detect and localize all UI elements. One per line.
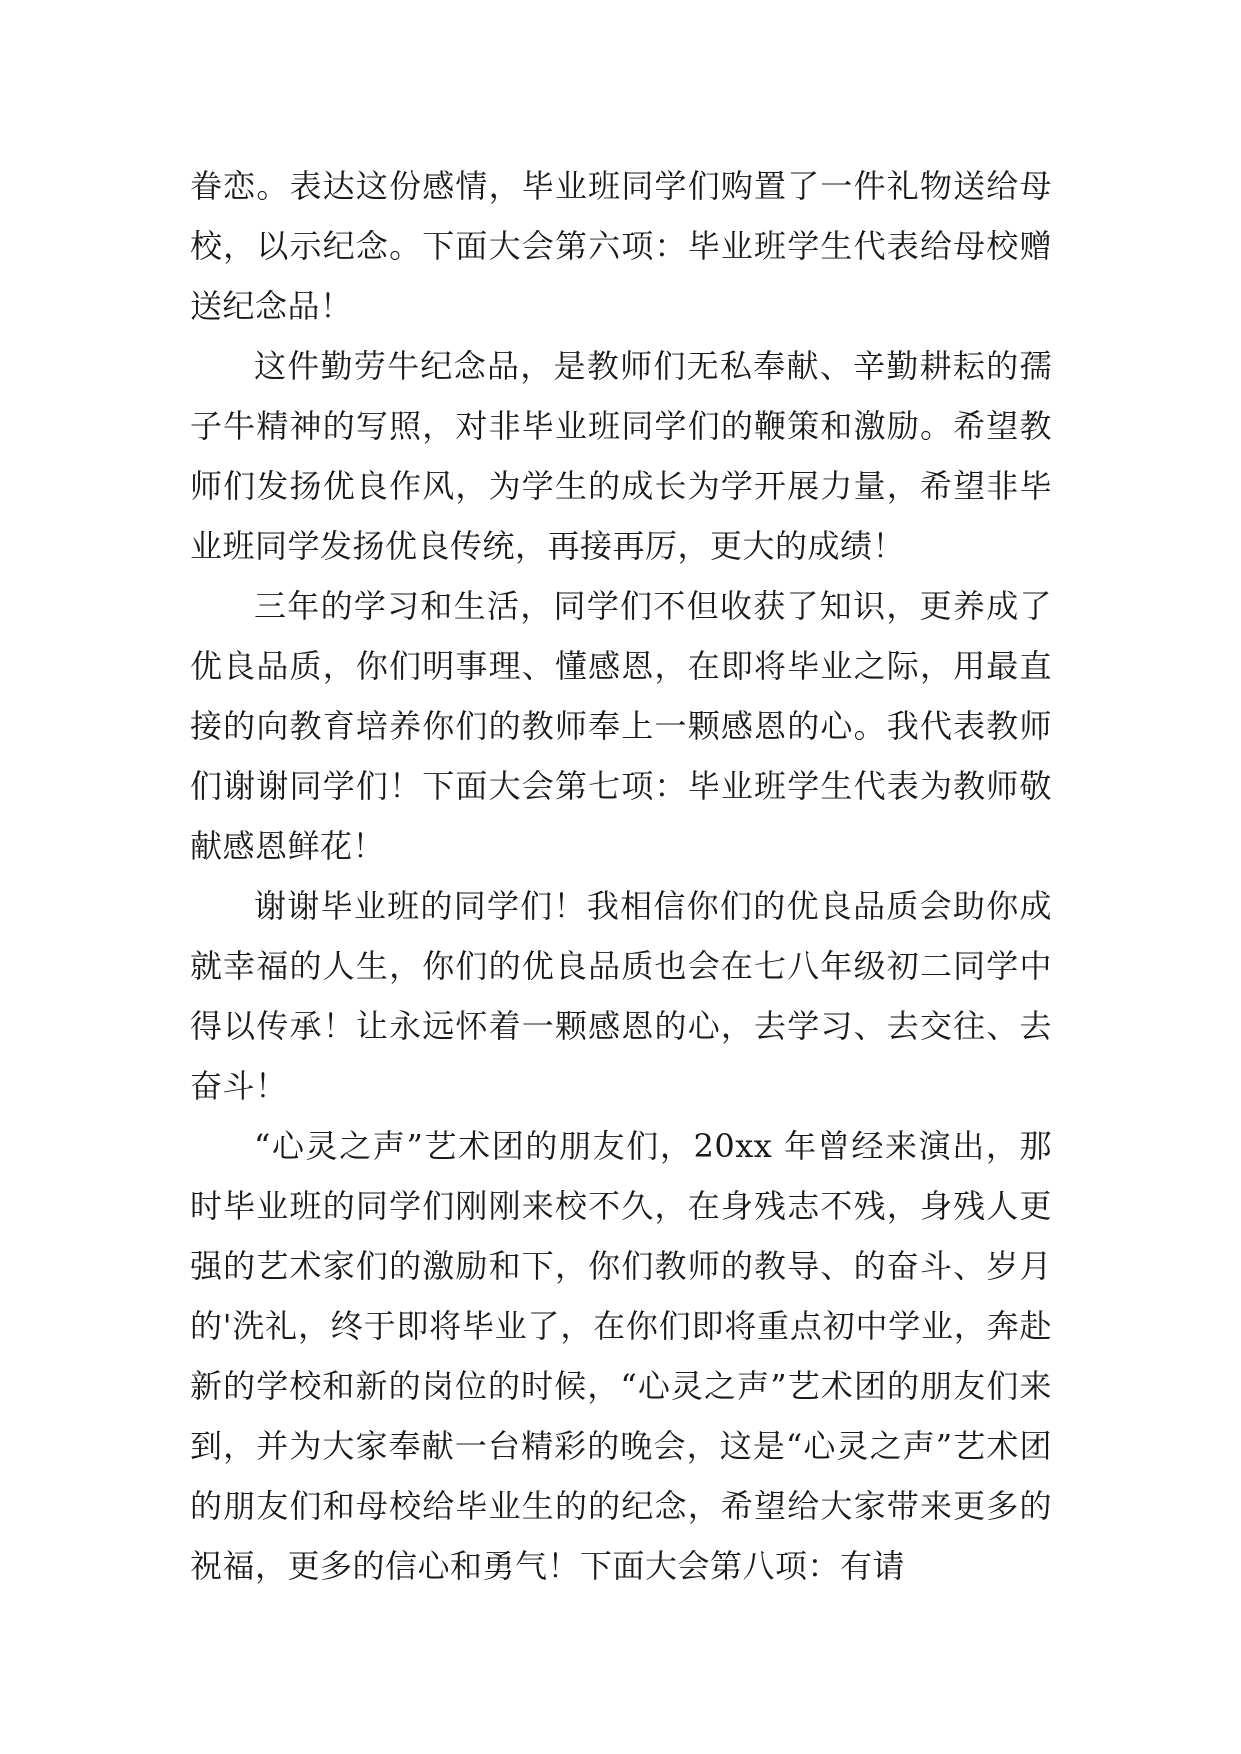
paragraph-4: 谢谢毕业班的同学们！我相信你们的优良品质会助你成就幸福的人生，你们的优良品质也会在七八年级初二同学中得以传承！让永远怀着一颗感恩的心，去学习、去交往、去奋斗！ <box>190 887 1052 1105</box>
paragraph-2: 这件勤劳牛纪念品，是教师们无私奉献、辛勤耕耘的孺子牛精神的写照，对非毕业班同学们的鞭策和激励。希望教师们发扬优良作风，为学生的成长为学开展力量，希望非毕业班同学发扬优良传统，再接再厉，更大的成绩！ <box>190 347 1052 565</box>
paragraph-3: 三年的学习和生活，同学们不但收获了知识，更养成了优良品质，你们明事理、懂感恩，在即将毕业之际，用最直接的向教育培养你们的教师奉上一颗感恩的心。我代表教师们谢谢同学们！下面大会第七项：毕业班学生代表为教师敬献感恩鲜花！ <box>190 587 1052 865</box>
paragraph-5: “心灵之声”艺术团的朋友们，20xx 年曾经来演出，那时毕业班的同学们刚刚来校不久，在身残志不残，身残人更强的艺术家们的激励和下，你们教师的教导、的奋斗、岁月的'洗礼，终于即将毕业了，在你们即将重点初中学业，奔赴新的学校和新的岗位的时候，“心灵之声”艺术团的朋友们来到，并为大家奉献一台精彩的晚会，这是“心灵之声”艺术团的朋友们和母校给毕业生的的纪念，希望给大家带来更多的祝福，更多的信心和勇气！下面大会第八项：有请 <box>190 1127 1052 1585</box>
document-page <box>190 156 1052 1596</box>
paragraph-1: 眷恋。表达这份感情，毕业班同学们购置了一件礼物送给母校，以示纪念。下面大会第六项：毕业班学生代表给母校赠送纪念品！ <box>190 167 1052 325</box>
